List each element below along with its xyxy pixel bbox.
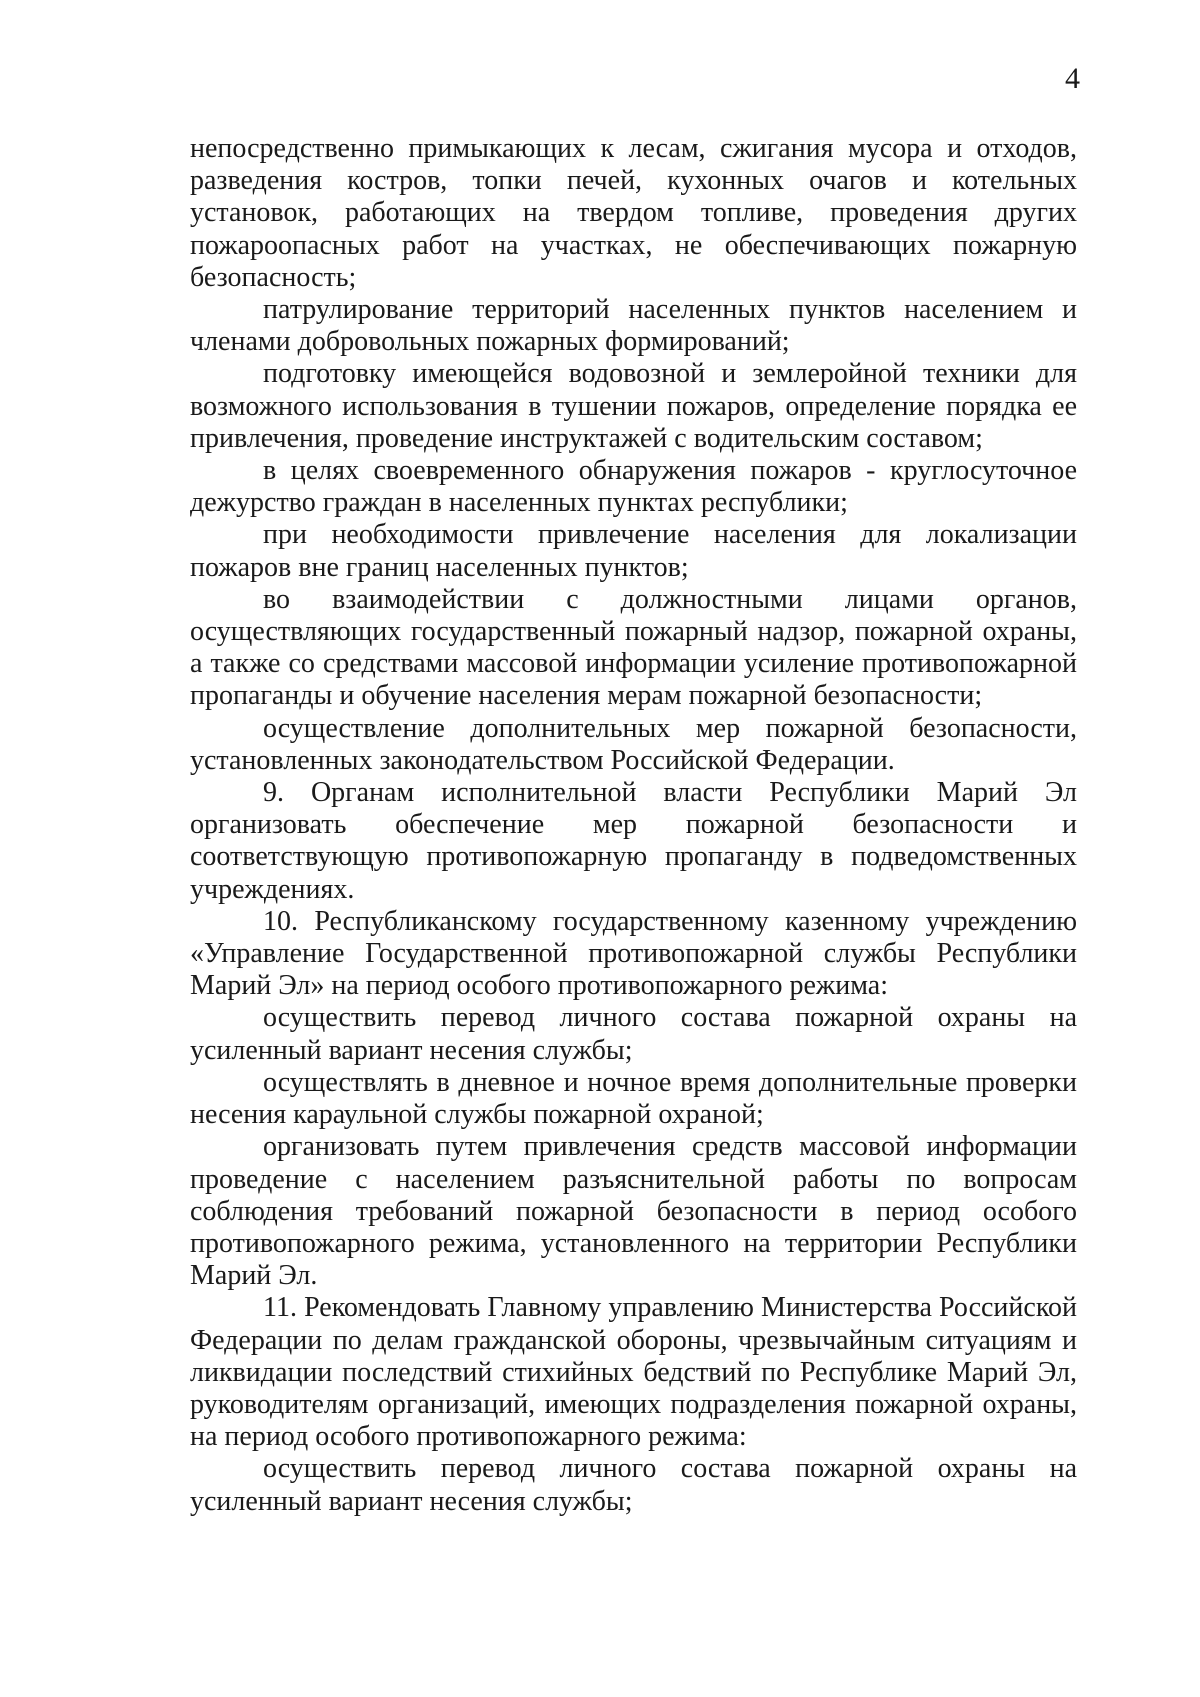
paragraph: осуществление дополнительных мер пожарной безопасности, установленных законодательством Российской Федерации.	[190, 712, 1077, 776]
paragraph: осуществить перевод личного состава пожарной охраны на усиленный вариант несения службы;	[190, 1453, 1077, 1517]
paragraph: 9. Органам исполнительной власти Республики Марий Эл организовать обеспечение мер пожарной безопасности и соответствующую противопожарную пропаганду в подведомственных учреждениях.	[190, 777, 1077, 905]
paragraph: патрулирование территорий населенных пунктов населением и членами добровольных пожарных формирований;	[190, 294, 1077, 358]
paragraph: в целях своевременного обнаружения пожаров - круглосуточное дежурство граждан в населенных пунктах республики;	[190, 455, 1077, 519]
paragraph: осуществлять в дневное и ночное время дополнительные проверки несения караульной службы пожарной охраной;	[190, 1066, 1077, 1131]
paragraph: организовать путем привлечения средств массовой информации проведение с населением разъяснительной работы по вопросам соблюдения требований пожарной безопасности в период особого противопожарного режима, установленного на территории Республики Марий Эл.	[190, 1131, 1077, 1292]
paragraph: непосредственно примыкающих к лесам, сжигания мусора и отходов, разведения костров, топки печей, кухонных очагов и котельных установок, работающих на твердом топливе, проведения других пожароопасных работ на участках, не обеспечивающих пожарную безопасность;	[190, 133, 1077, 293]
paragraph: при необходимости привлечение населения для локализации пожаров вне границ населенных пунктов;	[190, 519, 1077, 583]
paragraph: осуществить перевод личного состава пожарной охраны на усиленный вариант несения службы;	[190, 1002, 1077, 1066]
paragraph: во взаимодействии с должностными лицами органов, осуществляющих государственный пожарный надзор, пожарной охраны, а также со средствами массовой информации усиление противопожарной пропаганды и обучение населения мерам пожарной безопасности;	[190, 583, 1077, 712]
page-number: 4	[1065, 62, 1080, 95]
paragraph: подготовку имеющейся водовозной и землеройной техники для возможного использования в тушении пожаров, определение порядка ее привлечения, проведение инструктажей с водительским составом;	[190, 358, 1077, 454]
paragraph: 10. Республиканскому государственному казенному учреждению «Управление Государственной противопожарной службы Республики Марий Эл» на период особого противопожарного режима:	[190, 905, 1077, 1002]
document-body	[190, 133, 1077, 1518]
paragraph: 11. Рекомендовать Главному управлению Министерства Российской Федерации по делам гражданской обороны, чрезвычайным ситуациям и ликвидации последствий стихийных бедствий по Республике Марий Эл, руководителям организаций, имеющих подразделения пожарной охраны, на период особого противопожарного режима:	[190, 1292, 1077, 1453]
